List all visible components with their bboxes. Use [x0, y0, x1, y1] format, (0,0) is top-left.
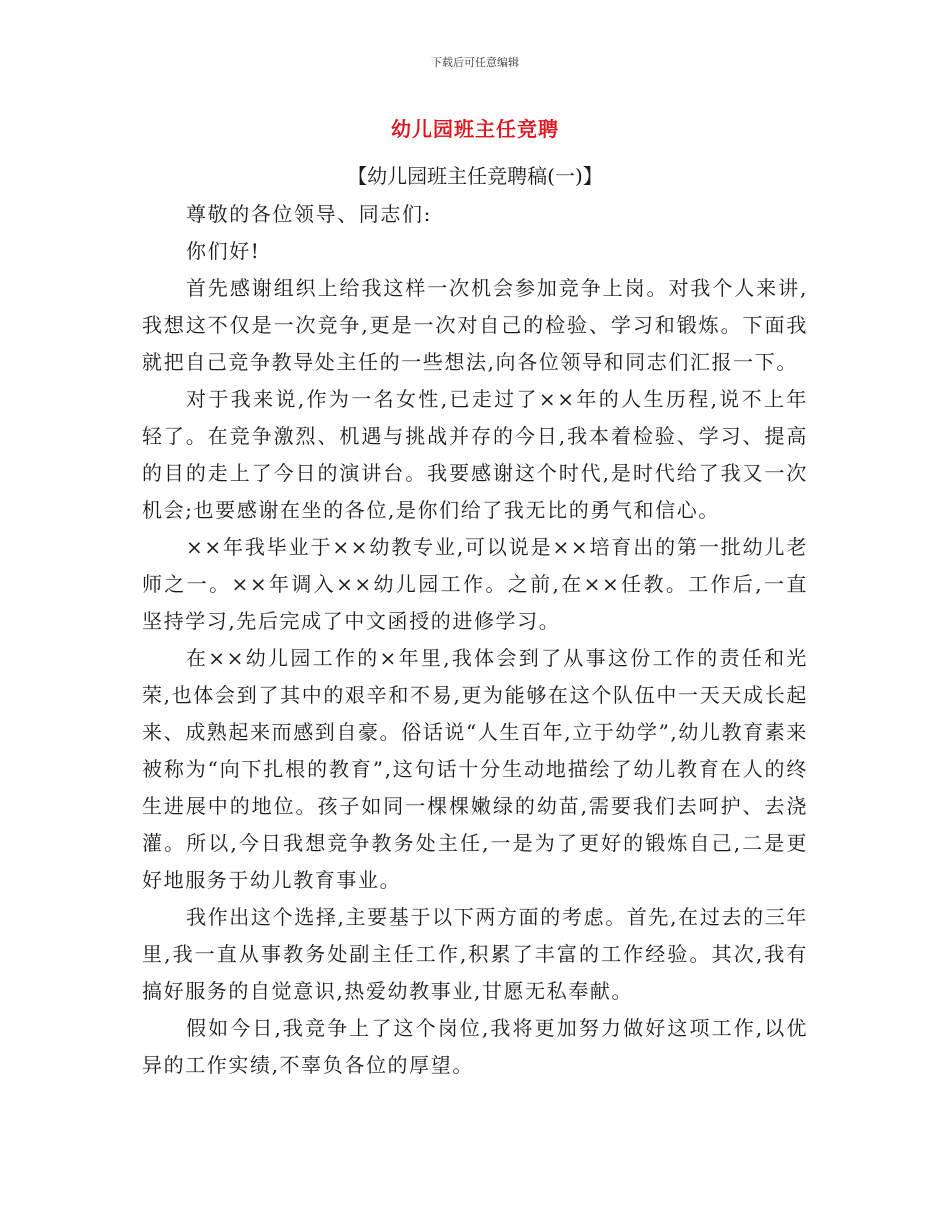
- document-body: [142, 196, 808, 1084]
- body-paragraph: 在××幼儿园工作的×年里,我体会到了从事这份工作的责任和光荣,也体会到了其中的艰辛和不易,更为能够在这个队伍中一天天成长起来、成熟起来而感到自豪。俗话说“人生百年,立于幼学”,幼儿教育素来被称为“向下扎根的教育”,这句话十分生动地描绘了幼儿教育在人的终生进展中的地位。孩子如同一棵棵嫩绿的幼苗,需要我们去呵护、去浇灌。所以,今日我想竞争教务处主任,一是为了更好的锻炼自己,二是更好地服务于幼儿教育事业。: [142, 646, 808, 892]
- body-paragraph: 对于我来说,作为一名女性,已走过了××年的人生历程,说不上年轻了。在竞争激烈、机遇与挑战并存的今日,我本着检验、学习、提高的目的走上了今日的演讲台。我要感谢这个时代,是时代给了我又一次机会;也要感谢在坐的各位,是你们给了我无比的勇气和信心。: [142, 387, 808, 522]
- header-note: 下载后可任意编辑: [431, 56, 519, 69]
- salutation: 尊敬的各位领导、同志们:: [186, 202, 432, 226]
- body-paragraph: 我作出这个选择,主要基于以下两方面的考虑。首先,在过去的三年里,我一直从事教务处副主任工作,积累了丰富的工作经验。其次,我有搞好服务的自觉意识,热爱幼教事业,甘愿无私奉献。: [142, 905, 808, 1003]
- body-paragraph: 首先感谢组织上给我这样一次机会参加竞争上岗。对我个人来讲,我想这不仅是一次竞争,更是一次对自己的检验、学习和锻炼。下面我就把自己竞争教导处主任的一些想法,向各位领导和同志们汇报一下。: [142, 276, 808, 374]
- document-subtitle: 【幼儿园班主任竞聘稿(一)】: [347, 164, 603, 188]
- body-paragraph: 假如今日,我竞争上了这个岗位,我将更加努力做好这项工作,以优异的工作实绩,不辜负各位的厚望。: [142, 1016, 808, 1077]
- greeting: 你们好!: [186, 239, 261, 263]
- body-paragraph: ××年我毕业于××幼教专业,可以说是××培育出的第一批幼儿老师之一。××年调入××幼儿园工作。之前,在××任教。工作后,一直坚持学习,先后完成了中文函授的进修学习。: [142, 535, 808, 633]
- document-title: 幼儿园班主任竞聘: [391, 117, 559, 141]
